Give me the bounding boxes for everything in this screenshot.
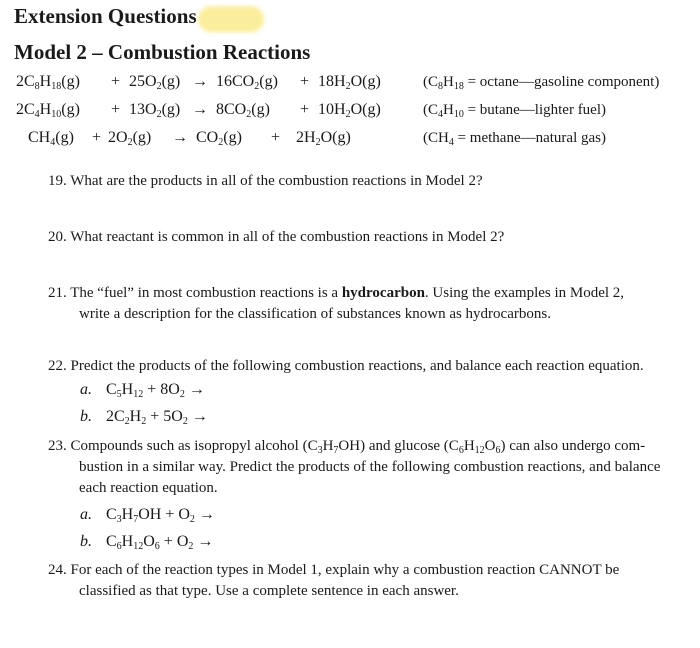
eq-plus: + <box>111 101 121 118</box>
question-19 <box>48 171 483 192</box>
question-number: 22. <box>48 358 67 374</box>
question-number: 21. <box>48 285 67 301</box>
question-line: 23. Compounds such as isopropyl alcohol $(C_3H_7OH)$ and glucose $(C_6H_{12}O_6)$ can also undergo com- <box>48 438 646 456</box>
eq-reactant-fuel: $2C_8H_{18}(g)$ <box>16 73 80 92</box>
question-line: bustion in a similar way. Predict the products of the following combustion reactions, and balance <box>79 459 661 475</box>
eq-reactant-fuel: $2C_4H_{10}(g)$ <box>16 101 80 120</box>
item-label: b. <box>80 533 92 550</box>
question-number: 20. <box>48 229 67 245</box>
question-text: Predict the products of the following combustion reactions, and balance each reaction equation. <box>70 358 644 374</box>
item-label: a. <box>80 381 92 398</box>
eq-plus: + <box>92 129 102 146</box>
eq-note-butane: ($C_4H_{10}$ = butane—lighter fuel) <box>423 102 607 120</box>
question-text: What are the products in all of the combustion reactions in Model 2? <box>70 173 483 189</box>
bold-term: hydrocarbon <box>341 285 425 301</box>
question-text: What reactant is common in all of the combustion reactions in Model 2? <box>70 229 505 245</box>
question-number: 24. <box>48 562 67 578</box>
eq-product-co2: $CO_2(g)$ <box>196 129 242 148</box>
eq-note-octane: ($C_8H_{18}$ = octane—gasoline component) <box>423 74 660 92</box>
question-22 <box>48 356 644 377</box>
question-23 <box>48 436 660 499</box>
eq-product-co2: $8CO_2(g)$ <box>216 101 270 120</box>
eq-plus: + <box>300 73 310 90</box>
eq-reactant-oxygen: $2O_2(g)$ <box>108 129 152 148</box>
eq-product-water: $2H_2O(g)$ <box>296 129 351 148</box>
equation-row-butane <box>0 101 700 123</box>
question-21 <box>48 283 624 325</box>
eq-reactant-oxygen: $25O_2(g)$ <box>129 73 181 92</box>
question-23a: a. $C_3H_7OH + O_2$ → <box>80 506 215 525</box>
eq-reactant-fuel: $CH_4(g)$ <box>28 129 74 148</box>
question-line: 24. For each of the reaction types in Model 1, explain why a combustion reaction CANNOT be <box>48 562 620 578</box>
equation-row-octane <box>0 73 700 95</box>
eq-product-water: $18H_2O(g)$ <box>318 73 381 92</box>
item-label: b. <box>80 408 92 425</box>
eq-plus: + <box>271 129 281 146</box>
question-line: 21. The “fuel” in most combustion reactions is a hydrocarbon. Using the examples in Model 2, <box>48 285 625 301</box>
question-line: classified as that type. Use a complete sentence in each answer. <box>79 583 459 599</box>
document-title: Extension Questions <box>14 4 197 28</box>
question-23b: b. $C_6H_{12}O_6 + O_2$ → <box>80 533 214 552</box>
equation-row-methane <box>0 129 700 151</box>
question-22b: b. $2C_2H_2 + 5O_2$ → <box>80 408 208 427</box>
question-20 <box>48 227 504 248</box>
question-line: write a description for the classification of substances known as hydrocarbons. <box>79 306 551 322</box>
eq-product-co2: $16CO_2(g)$ <box>216 73 278 92</box>
eq-arrow: → <box>192 73 208 90</box>
eq-note-methane: ($CH_4$ = methane—natural gas) <box>423 130 606 148</box>
item-label: a. <box>80 506 92 523</box>
highlight-mark <box>198 6 264 32</box>
question-line: each reaction equation. <box>79 480 218 496</box>
eq-reactant-oxygen: $13O_2(g)$ <box>129 101 181 120</box>
question-22a: a. $C_5H_{12} + 8O_2$ → <box>80 381 205 400</box>
question-number: 19. <box>48 173 67 189</box>
eq-arrow: → <box>172 129 188 146</box>
eq-plus: + <box>111 73 121 90</box>
eq-arrow: → <box>192 101 208 118</box>
eq-product-water: $10H_2O(g)$ <box>318 101 381 120</box>
question-number: 23. <box>48 438 67 454</box>
model-heading: Model 2 – Combustion Reactions <box>14 40 311 64</box>
question-24 <box>48 560 619 602</box>
eq-plus: + <box>300 101 310 118</box>
